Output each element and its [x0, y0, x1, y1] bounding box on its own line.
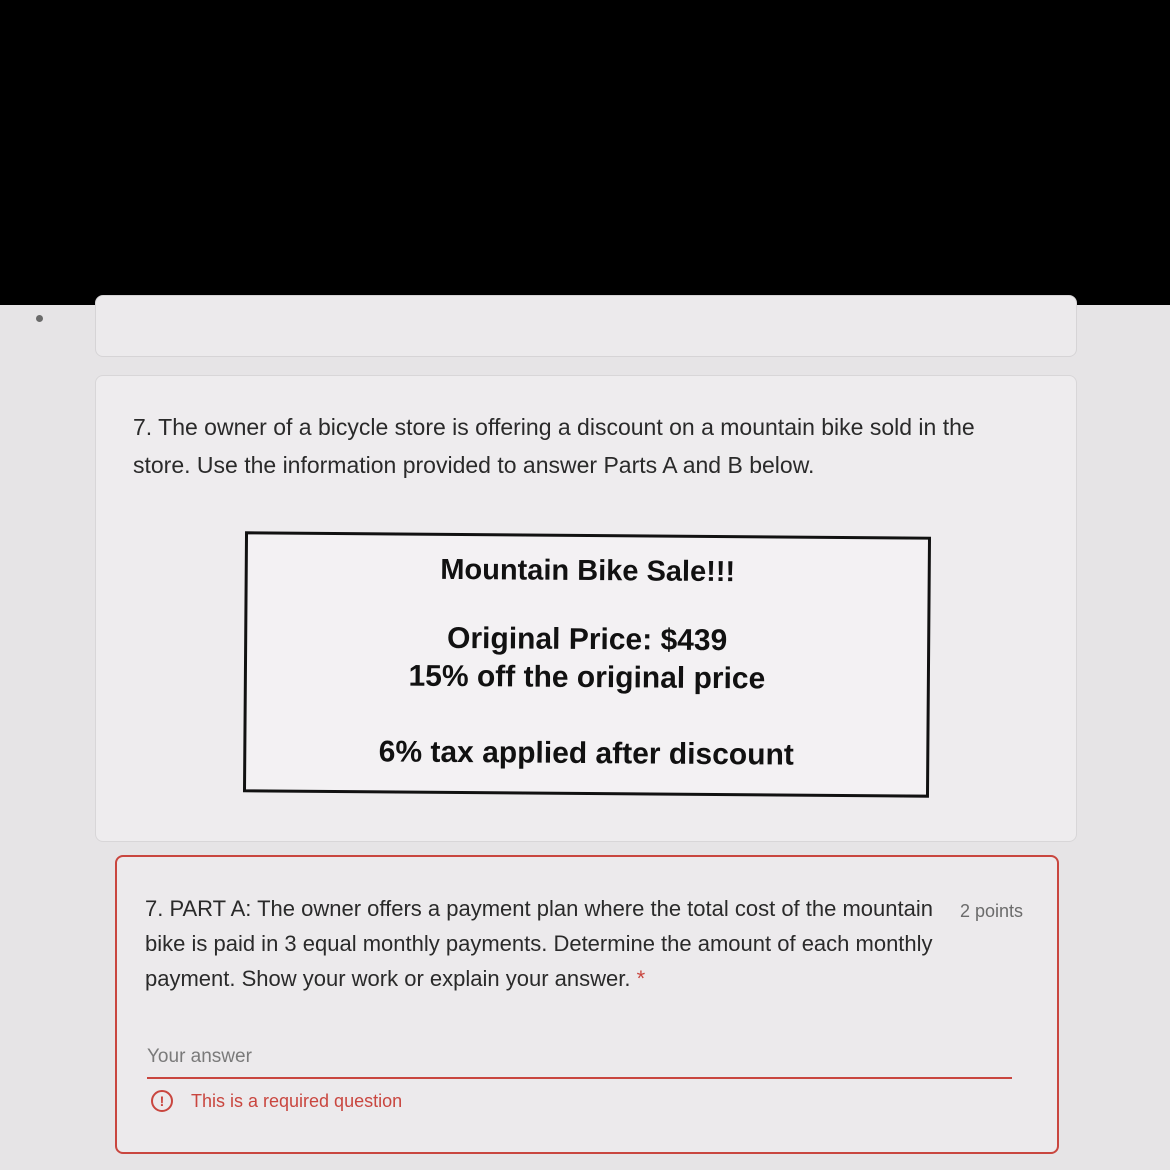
- error-message: This is a required question: [191, 1090, 403, 1111]
- question-7-part-a-card: [115, 855, 1059, 1154]
- required-asterisk: *: [636, 966, 646, 991]
- points-label: 2 points: [959, 901, 1023, 921]
- previous-question-card: [95, 295, 1077, 357]
- part-a-text: 7. PART A: The owner offers a payment plan where the total cost of the mountain bike is paid in 3 equal monthly payments. Determine the amount of each monthly payment. Show your work or explain your answer.: [145, 896, 933, 991]
- part-a-question-text: [145, 891, 945, 996]
- discount-text: 15% off the original price: [408, 659, 766, 696]
- error-circle-icon: !: [151, 1090, 173, 1112]
- form-page: [0, 305, 1170, 1170]
- question-7-card: [95, 375, 1077, 842]
- tax-text: 6% tax applied after discount: [378, 735, 794, 772]
- question-7-text: 7. The owner of a bicycle store is offering a discount on a mountain bike sold in the store. Use the information provided to answer Parts A and B below.: [133, 414, 975, 478]
- answer-input[interactable]: [147, 1037, 1012, 1079]
- dot-icon: [36, 315, 43, 322]
- required-error: [151, 1090, 402, 1112]
- sale-info-box: [243, 531, 931, 797]
- sale-title: Mountain Bike Sale!!!: [440, 553, 736, 589]
- original-price: Original Price: $439: [446, 621, 728, 658]
